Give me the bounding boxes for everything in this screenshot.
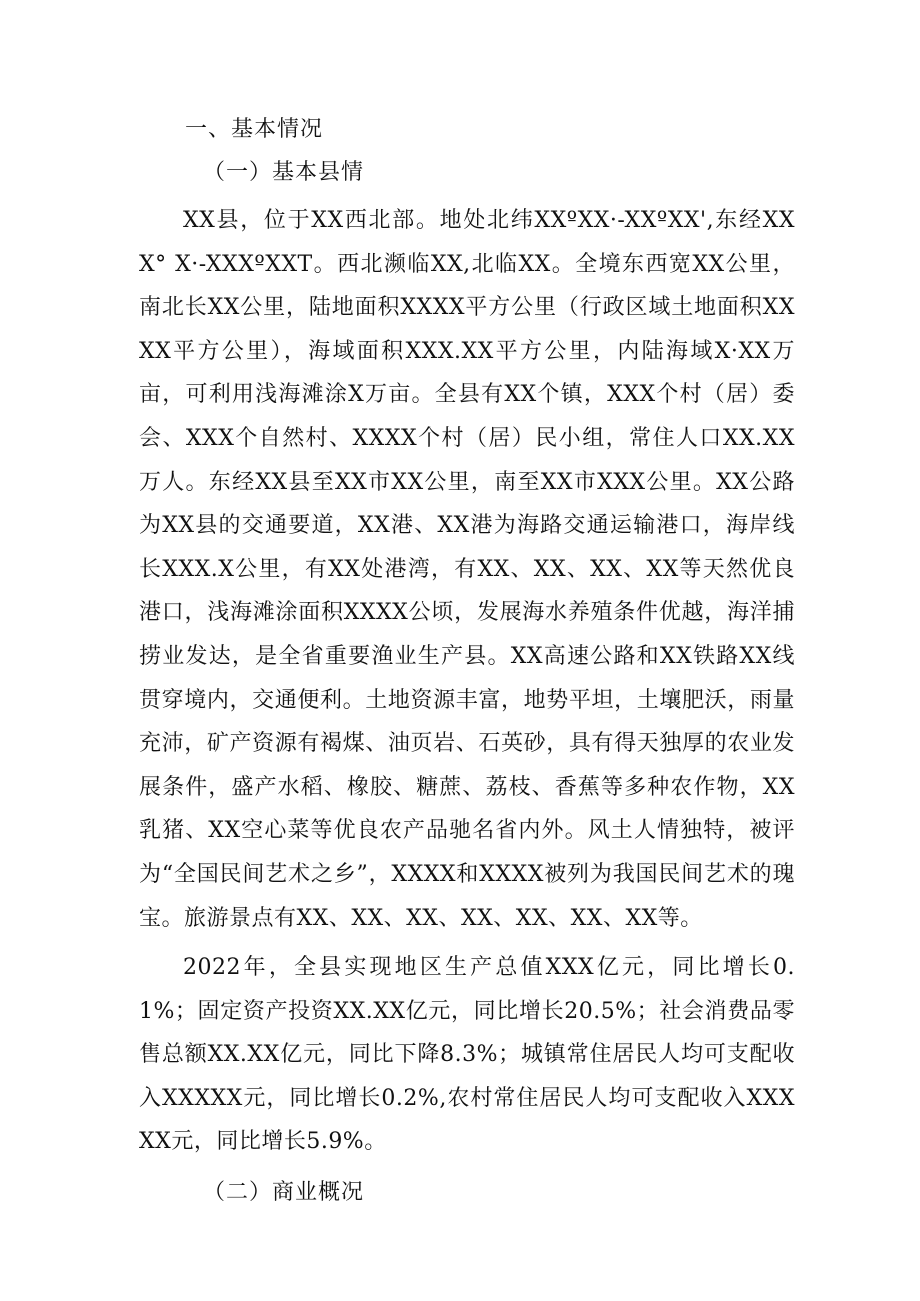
paragraph-county-overview: XX县，位于XX西北部。地处北纬XXºXX·-XXºXX',东经XXX° X·-XXXºXXT。西北濒临XX,北临XX。全境东西宽XX公里，南北长XX公里，陆地面积XXXX平方公里（行政区域土地面积XXXX平方公里），海域面积XXX.XX平方公里，内陆海域X·XX万亩，可利用浅海滩涂X万亩。全县有XX个镇，XXX个村（居）委会、XXX个自然村、XXXX个村（居）民小组，常住人口XX.XX万人。东经XX县至XX市XX公里，南至XX市XXX公里。XX公路为XX县的交通要道，XX港、XX港为海路交通运输港口，海岸线长XXX.X公里，有XX处港湾，有XX、XX、XX、XX等天然优良港口，浅海滩涂面积XXXX公顷，发展海水养殖条件优越，海洋捕捞业发达，是全省重要渔业生产县。XX高速公路和XX铁路XX线贯穿境内，交通便利。土地资源丰富，地势平坦，土壤肥沃，雨量充沛，矿产资源有褐煤、油页岩、石英砂，具有得天独厚的农业发展条件，盛产水稻、橡胶、糖蔗、荔枝、香蕉等多种农作物，XX乳猪、XX空心菜等优良农产品驰名省内外。风土人情独特，被评为“全国民间艺术之乡”，XXXX和XXXX被列为我国民间艺术的瑰宝。旅游景点有XX、XX、XX、XX、XX、XX、XX等。 (139, 208, 795, 931)
subsection-title-commerce: （二）商业概况 (203, 1180, 365, 1206)
paragraph-economic-stats: 2022年，全县实现地区生产总值XXX亿元，同比增长0.1%；固定资产投资XX.XX亿元，同比增长20.5%；社会消费品零售总额XX.XX亿元，同比下降8.3%；城镇常住居民人均可支配收入XXXXX元，同比增长0.2%,农村常住居民人均可支配收入XXXXX元，同比增长5.9%。 (139, 955, 795, 1155)
section-title: 一、基本情况 (185, 117, 324, 142)
document-body (139, 108, 795, 1214)
subsection-title-basic-county: （一）基本县情 (203, 160, 365, 185)
